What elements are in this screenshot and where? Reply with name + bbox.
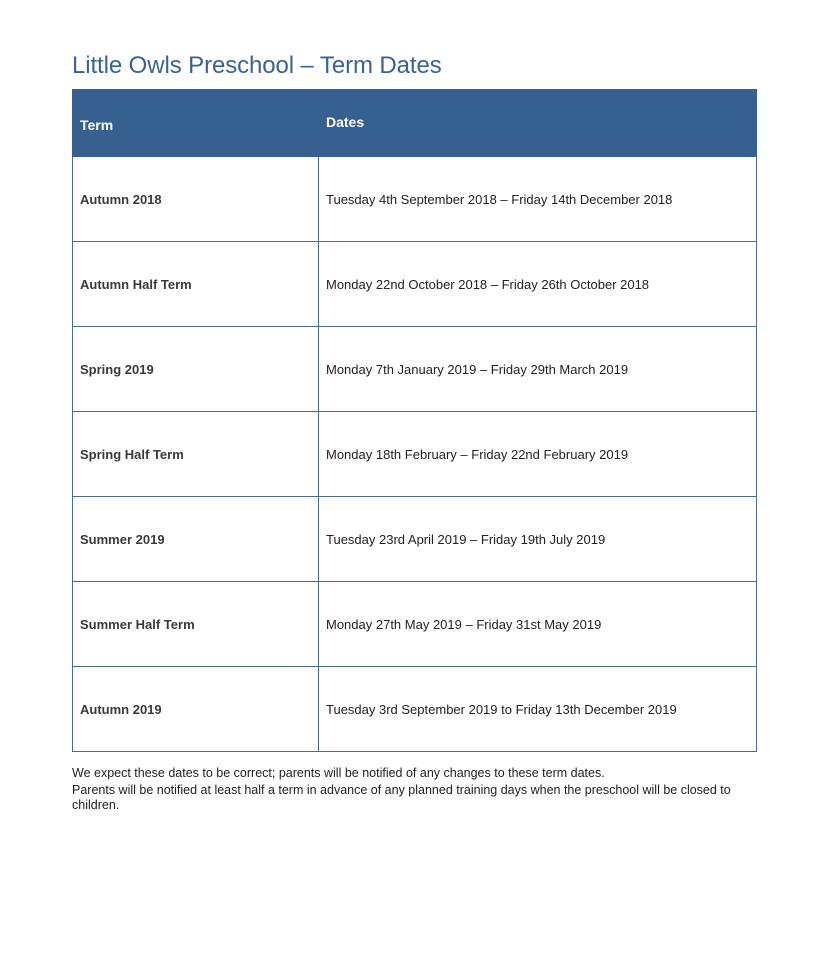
table-row	[73, 157, 757, 242]
dates-cell: Monday 18th February – Friday 22nd February 2019	[319, 412, 757, 497]
table-row	[73, 582, 757, 667]
term-cell: Summer Half Term	[73, 582, 319, 667]
term-cell: Autumn 2018	[73, 157, 319, 242]
note-dates-correct: We expect these dates to be correct; parents will be notified of any changes to these term dates.	[72, 766, 605, 780]
dates-cell: Monday 22nd October 2018 – Friday 26th October 2018	[319, 242, 757, 327]
table-row	[73, 497, 757, 582]
column-header-term: Term	[73, 90, 319, 157]
note-training-days: Parents will be notified at least half a term in advance of any planned training days when the preschool will be closed to children.	[72, 783, 731, 812]
table-row	[73, 412, 757, 497]
dates-cell: Monday 7th January 2019 – Friday 29th March 2019	[319, 327, 757, 412]
term-cell: Spring 2019	[73, 327, 319, 412]
table-row	[73, 242, 757, 327]
footnotes	[72, 766, 732, 815]
column-header-dates: Dates	[319, 90, 757, 157]
term-cell: Summer 2019	[73, 497, 319, 582]
dates-cell: Tuesday 3rd September 2019 to Friday 13th December 2019	[319, 667, 757, 752]
term-dates-table	[72, 89, 757, 752]
table-row	[73, 327, 757, 412]
table-row	[73, 667, 757, 752]
dates-cell: Tuesday 4th September 2018 – Friday 14th December 2018	[319, 157, 757, 242]
page-title: Little Owls Preschool – Term Dates	[72, 52, 442, 79]
term-cell: Autumn 2019	[73, 667, 319, 752]
term-cell: Spring Half Term	[73, 412, 319, 497]
term-cell: Autumn Half Term	[73, 242, 319, 327]
table-header-row	[73, 90, 757, 157]
dates-cell: Monday 27th May 2019 – Friday 31st May 2019	[319, 582, 757, 667]
dates-cell: Tuesday 23rd April 2019 – Friday 19th July 2019	[319, 497, 757, 582]
